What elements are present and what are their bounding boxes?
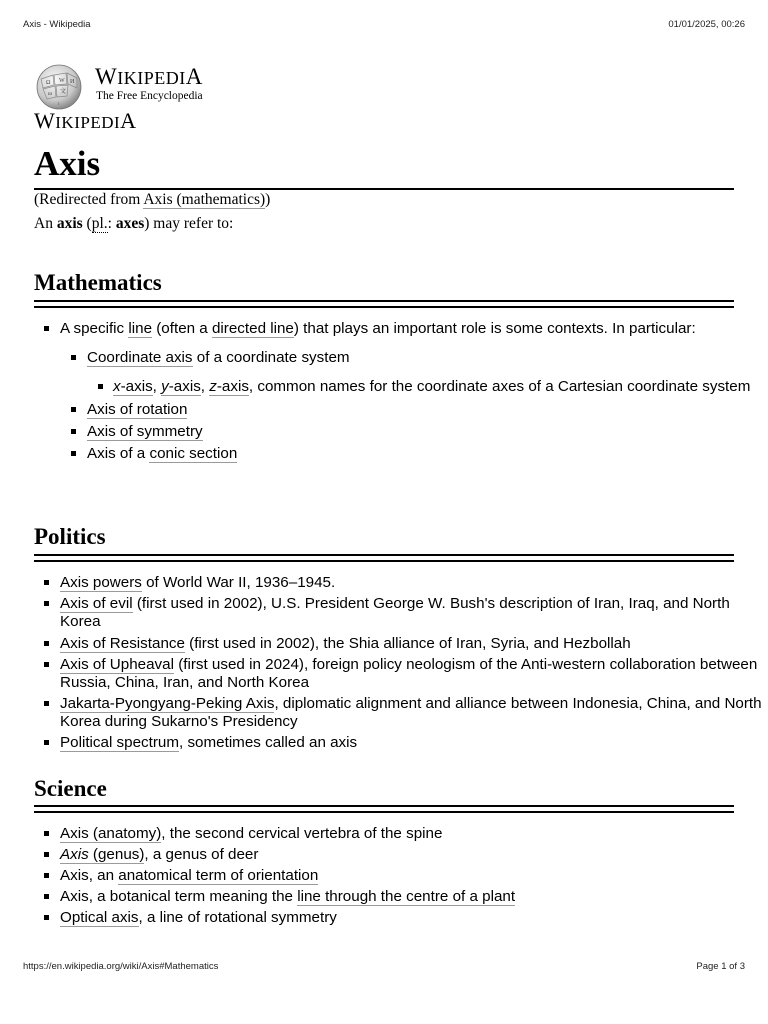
wordmark2-middle: IKIPEDI — [55, 113, 121, 132]
item-text: Axis, a botanical term meaning the — [60, 888, 298, 905]
item-text: , sometimes called an axis — [179, 734, 358, 751]
list-item — [0, 656, 768, 692]
link-axis-of-resistance[interactable]: Axis of Resistance — [60, 635, 185, 652]
link-axis-powers[interactable]: Axis powers — [60, 574, 142, 591]
wordmark2-final: A — [120, 108, 137, 133]
bullet-icon — [44, 831, 49, 836]
link-optical-axis[interactable]: Optical axis — [60, 909, 139, 926]
section-divider — [34, 300, 734, 308]
link-y-axis[interactable] — [161, 378, 201, 396]
bullet-icon — [44, 894, 49, 899]
link-axis-of-upheaval[interactable]: Axis of Upheaval — [60, 656, 174, 673]
list-item — [0, 574, 768, 592]
section-title-science: Science — [34, 776, 107, 801]
bullet-icon — [44, 740, 49, 745]
list-item — [0, 867, 768, 885]
bullet-icon — [44, 326, 49, 331]
politics-list — [0, 574, 768, 752]
svg-text:Ω: Ω — [46, 80, 51, 86]
section-divider — [34, 805, 734, 813]
item-text: (often a — [152, 320, 212, 337]
plural-abbr[interactable]: pl. — [91, 215, 108, 232]
genus-italic: Axis — [60, 846, 89, 863]
item-text: , common names for the coordinate axes of a Cartesian coordinate system — [248, 378, 751, 395]
x-rest: -axis — [120, 378, 153, 395]
redirect-link[interactable]: Axis (mathematics) — [143, 191, 266, 208]
bullet-icon — [44, 701, 49, 706]
link-plant-axis[interactable]: line through the centre of a plant — [297, 888, 516, 905]
redirect-prefix: (Redirected from — [34, 191, 144, 208]
intro-colon: : — [107, 215, 116, 232]
wikipedia-wordmark[interactable] — [34, 108, 137, 134]
svg-text:文: 文 — [60, 89, 67, 95]
mathematics-list — [0, 320, 768, 463]
list-item — [0, 423, 768, 441]
list-item — [0, 635, 768, 653]
link-conic-section[interactable]: conic section — [149, 445, 238, 462]
bullet-icon — [44, 873, 49, 878]
list-item — [0, 695, 768, 731]
intro-plural: axes — [115, 215, 145, 232]
list-item — [0, 734, 768, 752]
item-text: (first used in 2002), U.S. President George W. Bush's description of Iran, Iraq, and North Korea — [60, 595, 730, 630]
list-item — [0, 846, 768, 864]
link-line[interactable]: line — [128, 320, 153, 337]
link-axis-of-symmetry[interactable]: Axis of symmetry — [87, 423, 203, 440]
section-divider — [34, 554, 734, 562]
item-text: (first used in 2024), foreign policy neologism of the Anti-western collaboration between Russia, China, Iran, and North Korea — [60, 656, 758, 691]
bullet-icon — [71, 451, 76, 456]
intro-open: ( — [82, 215, 92, 232]
item-text: , diplomatic alignment and alliance between Indonesia, China, and North Korea during Sukarno's Presidency — [60, 695, 762, 730]
link-coordinate-axis[interactable]: Coordinate axis — [87, 349, 193, 366]
print-footer-page: Page 1 of 3 — [696, 961, 745, 972]
item-text: Axis, an — [60, 867, 119, 884]
link-directed-line[interactable]: directed line — [211, 320, 294, 337]
bullet-icon — [71, 355, 76, 360]
bullet-icon — [71, 407, 76, 412]
bullet-icon — [44, 641, 49, 646]
link-political-spectrum[interactable]: Political spectrum — [60, 734, 180, 751]
comma: , — [200, 378, 210, 395]
bullet-icon — [44, 580, 49, 585]
bullet-icon — [71, 429, 76, 434]
page-title: Axis — [34, 144, 101, 183]
list-item — [0, 320, 768, 338]
list-item — [0, 888, 768, 906]
y-var: y — [161, 378, 169, 395]
item-text: of a coordinate system — [192, 349, 350, 366]
z-var: z — [209, 378, 217, 395]
genus-rest: (genus) — [88, 846, 145, 863]
wikipedia-globe-icon — [33, 63, 85, 111]
link-x-axis[interactable] — [113, 378, 153, 396]
item-text: , a line of rotational symmetry — [138, 909, 337, 926]
link-jakarta-axis[interactable]: Jakarta-Pyongyang-Peking Axis — [60, 695, 275, 712]
print-header-title: Axis - Wikipedia — [23, 19, 91, 30]
svg-text:И: И — [70, 79, 75, 85]
list-item — [0, 378, 768, 396]
x-var: x — [113, 378, 121, 395]
list-item — [0, 595, 768, 631]
print-footer-url: https://en.wikipedia.org/wiki/Axis#Mathematics — [23, 961, 219, 972]
item-text: of World War II, 1936–1945. — [141, 574, 336, 591]
section-title-politics: Politics — [34, 524, 106, 549]
bullet-icon — [44, 662, 49, 667]
list-item — [0, 909, 768, 927]
list-item — [0, 825, 768, 843]
link-axis-of-rotation[interactable]: Axis of rotation — [87, 401, 188, 418]
link-axis-of-evil[interactable]: Axis of evil — [60, 595, 133, 612]
link-axis-genus[interactable] — [60, 846, 144, 864]
bullet-icon — [44, 601, 49, 606]
list-item — [0, 445, 768, 463]
svg-text:ω: ω — [48, 91, 52, 97]
logo-tagline: The Free Encyclopedia — [96, 90, 203, 102]
section-title-mathematics: Mathematics — [34, 270, 162, 295]
z-rest: -axis — [216, 378, 249, 395]
item-text: ) that plays an important role is some contexts. In particular: — [293, 320, 696, 337]
svg-text:W: W — [59, 78, 65, 84]
intro-rest: ) may refer to: — [144, 215, 234, 232]
redirect-notice — [34, 190, 270, 210]
bullet-icon — [44, 852, 49, 857]
link-z-axis[interactable] — [209, 378, 249, 396]
wordmark2-initial: W — [34, 108, 56, 133]
intro-an: An — [34, 215, 57, 232]
logo-wordmark — [95, 64, 203, 90]
intro-text — [34, 214, 233, 234]
redirect-suffix: ) — [265, 191, 271, 208]
link-axis-anatomy[interactable]: Axis (anatomy) — [60, 825, 162, 842]
print-header-datetime: 01/01/2025, 00:26 — [668, 19, 745, 30]
bullet-icon — [44, 915, 49, 920]
science-list — [0, 825, 768, 927]
wordmark-final: A — [185, 64, 203, 89]
item-text: (first used in 2002), the Shia alliance of Iran, Syria, and Hezbollah — [184, 635, 631, 652]
list-item — [0, 401, 768, 419]
y-rest: -axis — [168, 378, 201, 395]
link-anatomical-term[interactable]: anatomical term of orientation — [118, 867, 319, 884]
item-text: , the second cervical vertebra of the spine — [161, 825, 443, 842]
wordmark-initial: W — [95, 64, 118, 89]
intro-term: axis — [56, 215, 83, 232]
list-item — [0, 349, 768, 367]
print-footer — [23, 961, 745, 975]
item-text: A specific — [60, 320, 129, 337]
item-text: , a genus of deer — [144, 846, 259, 863]
print-header — [23, 19, 745, 33]
svg-text:ɪ: ɪ — [58, 102, 60, 107]
wikipedia-logo[interactable] — [33, 63, 293, 111]
wordmark-middle: IKIPEDI — [117, 68, 186, 88]
item-text: Axis of a — [87, 445, 150, 462]
comma: , — [152, 378, 162, 395]
bullet-icon — [98, 384, 103, 389]
